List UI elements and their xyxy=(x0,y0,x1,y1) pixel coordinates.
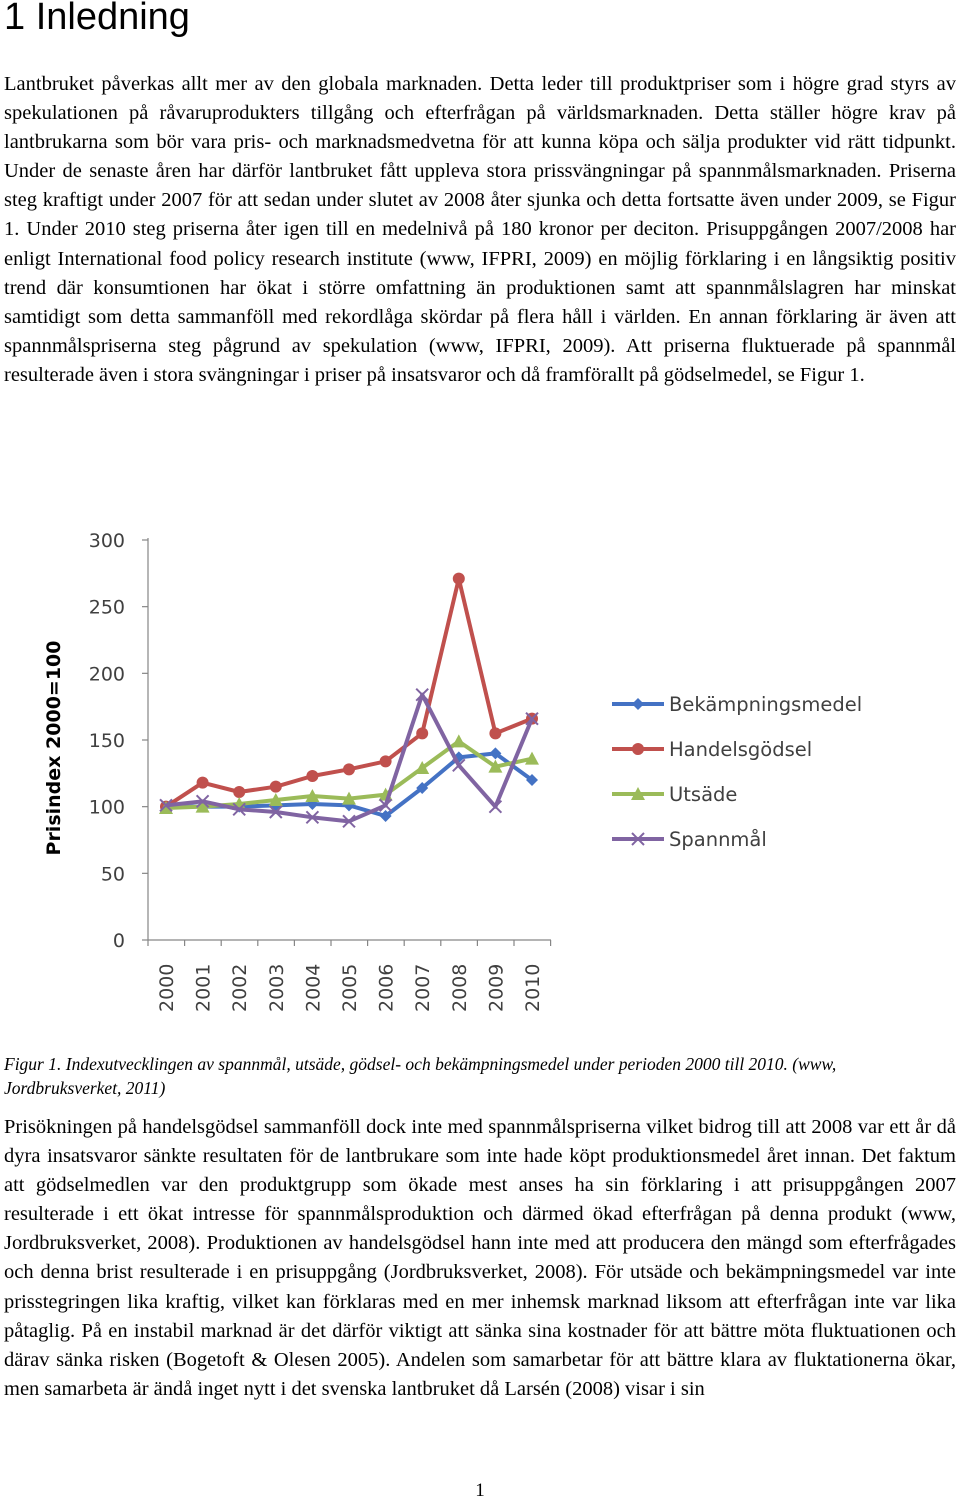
x-tick-label: 2010 xyxy=(522,963,544,1012)
data-point xyxy=(453,573,465,585)
y-tick-label: 0 xyxy=(112,930,125,952)
paragraph-body: Prisökningen på handelsgödsel sammanföll dock inte med spannmålspriserna vilket bidrog till att 2008 var ett år då dyra insatsvaror sänkte resultaten för de lantbrukare som inte hade köpt produktionsmedel året innan. Det faktum att gödselmedlen var den produktgrupp som ökade mest anses ha sin förklaring i att prisuppgången 2007 resulterade i ett ökat intresse för spannmålsproduktion och därmed ökad efterfrågan på denna produkt (www, Jordbruksverket, 2008). Produktionen av handelsgödsel hann inte med att producera den mängd som efterfrågades och denna brist resulterade i en prisuppgång (Jordbruksverket, 2008). För utsäde och bekämpningsmedel var inte prisstegringen lika kraftig, vilket kan förklaras med en mer inhemsk marknad liksom att efterfrågan inte var lika påtaglig. På en instabil marknad är det därför viktigt att sänka sina kostnader för att bättre möta fluktuationen och därav sänka risken (Bogetoft & Olesen 2005). Andelen som samarbetar för att bättre klara av fluktationerna ökar, men samarbeta är ändå inget nytt i det svenska lantbruket då Larsén (2008) visar i sin xyxy=(4,1116,956,1400)
x-tick-label: 2003 xyxy=(265,963,288,1012)
data-point xyxy=(270,781,282,793)
data-point xyxy=(632,743,644,755)
chart-axes xyxy=(148,538,551,940)
data-point xyxy=(343,763,355,775)
legend-label: Bekämpningsmedel xyxy=(669,693,863,716)
figure-caption: Figur 1. Indexutvecklingen av spannmål, utsäde, gödsel- och bekämpningsmedel under perioden 2000 till 2010. (www, Jordbruksverket, 2011) xyxy=(4,1054,837,1098)
x-tick-label: 2002 xyxy=(229,963,252,1012)
x-tick-label: 2001 xyxy=(192,963,215,1012)
chart-legend xyxy=(612,693,862,851)
x-tick-label: 2004 xyxy=(302,963,325,1012)
data-point xyxy=(380,755,392,767)
y-tick-label: 250 xyxy=(88,596,125,619)
legend-item xyxy=(612,693,862,716)
data-point xyxy=(489,727,501,739)
x-tick-label: 2006 xyxy=(375,963,398,1012)
legend-label: Handelsgödsel xyxy=(669,738,813,761)
legend-item xyxy=(612,783,737,806)
y-axis-label: Prisindex 2000=100 xyxy=(43,640,65,856)
x-tick-label: 2008 xyxy=(448,963,471,1012)
x-tick-label: 2005 xyxy=(339,963,361,1012)
legend-item xyxy=(612,738,812,761)
y-tick-labels xyxy=(89,530,148,952)
y-tick-label: 50 xyxy=(100,863,125,886)
data-point xyxy=(416,727,428,739)
paragraph-intro: Lantbruket påverkas allt mer av den globala marknaden. Detta leder till produktpriser som i högre grad styrs av spekulationen på råvaruprodukters tillgång och efterfrågan på världsmarknaden. Detta ställer högre krav på lantbrukarna som bör vara pris- och marknadsmedvetna för att kunna köpa och sälja produkter vid rätt tidpunkt. Under de senaste åren har därför lantbruket fått uppleva stora prissvängningar på spannmålsmarknaden. Priserna steg kraftigt under 2007 för att sedan under slutet av 2008 åter sjunka och detta fortsatte även under 2009, se Figur 1. Under 2010 steg priserna åter igen till en medelnivå på 180 kronor per deciton. Prisuppgången 2007/2008 har enligt International food policy research institute (www, IFPRI, 2009) en möjlig förklaring i en långsiktig positiv trend där konsumtionen har ökat i större omfattning än produktionen samt att spannmålslagren har minskat samtidigt som detta sammanföll med rekordlåga skördar på flera håll i världen. En annan förklaring är även att spannmålspriserna steg pågrund av spekulation (www, IFPRI, 2009). Att priserna fluktuerade på spannmål resulterade även i stora svängningar i priser på insatsvaror och då framförallt på gödselmedel, se Figur 1. xyxy=(4,73,956,386)
series-Handelsgödsel xyxy=(160,573,538,813)
x-tick-label: 2000 xyxy=(156,963,178,1012)
x-tick-label: 2007 xyxy=(412,963,435,1012)
x-tick-label: 2009 xyxy=(485,963,508,1012)
legend-label: Utsäde xyxy=(669,783,738,806)
y-tick-label: 300 xyxy=(88,530,125,552)
data-point xyxy=(452,734,466,747)
price-index-chart xyxy=(0,510,960,1030)
page-number: 1 xyxy=(475,1480,485,1501)
legend-item xyxy=(612,828,767,851)
data-point xyxy=(632,698,644,710)
y-tick-label: 100 xyxy=(88,796,125,819)
x-tick-labels xyxy=(148,940,551,1012)
y-tick-label: 150 xyxy=(88,730,125,752)
y-tick-label: 200 xyxy=(88,663,125,686)
data-point xyxy=(306,770,318,782)
legend-label: Spannmål xyxy=(669,828,767,851)
chart-series xyxy=(159,573,539,828)
data-point xyxy=(197,777,209,789)
section-heading: 1 Inledning xyxy=(4,0,190,38)
data-point xyxy=(233,786,245,798)
